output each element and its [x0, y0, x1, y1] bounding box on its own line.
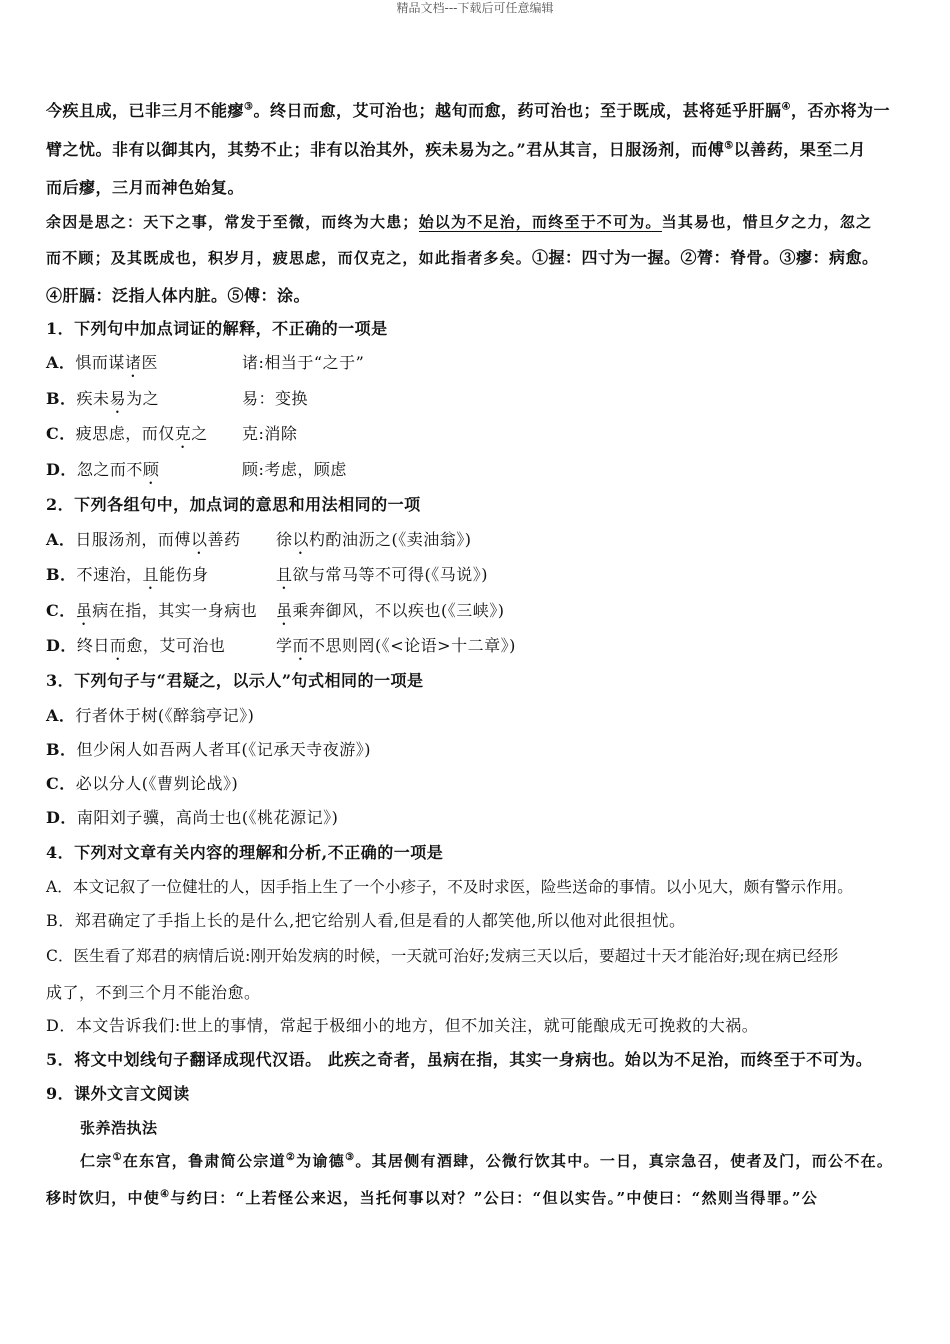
q4-option-a: A．本文记叙了一位健壮的人，因手指上生了一个小疹子，不及时求医，险些送命的事情。以小见大，颇有警示作用。: [46, 878, 853, 896]
footnotes: ①握：四寸为一握。②膂：脊骨。③瘳：病愈。: [532, 248, 879, 267]
q3-option-b: B．但少闲人如吾两人者耳(《记承天寺夜游》): [46, 740, 372, 759]
q1-option-a: A．惧而谋诸医 诸:相当于“之于”: [46, 353, 365, 372]
q3-option-c: C．必以分人(《曹刿论战》): [46, 774, 239, 793]
q9-passage-line-2: 移时饮归，中使④与约曰：“上若怪公来迟，当托何事以对？”公曰：“但以实告。”中使曰：“然则当得罪。”公: [46, 1189, 819, 1207]
q2-option-d: D．终日而愈，艾可治也 学而不思则罔(《<论语>十二章》): [46, 636, 516, 655]
q3-stem: 3．下列句子与“君疑之，以示人”句式相同的一项是: [46, 671, 424, 690]
q1-option-b: B．疾未易为之 易：变换: [46, 389, 309, 408]
q9-title: 张养浩执法: [80, 1119, 158, 1137]
q9-passage-line-1: 仁宗①在东宫，鲁肃简公宗道②为谕德③。其居侧有酒肆，公微行饮其中。一日，真宗急召，使者及门，而公不在。: [80, 1152, 894, 1170]
q4-option-d: D．本文告诉我们:世上的事情，常起于极细小的地方，但不加关注，就可能酿成无可挽救的大祸。: [46, 1016, 759, 1035]
q9-stem: 9．课外文言文阅读: [46, 1084, 190, 1103]
q4-option-c-line1: C．医生看了郑君的病情后说:刚开始发病的时候，一天就可治好;发病三天以后，要超过十天才能治好;现在病已经形: [46, 947, 839, 965]
q4-option-b: B．郑君确定了手指上长的是什么,把它给别人看,但是看的人都笑他,所以他对此很担忧。: [46, 911, 686, 930]
passage-line-2: 臂之忧。非有以御其内，其势不止；非有以治其外，疾未易为之。”君从其言，日服汤剂，而傅⑤以善药，果至二月: [46, 140, 866, 159]
q2-option-a: A．日服汤剂，而傅以善药 徐以杓酌油沥之(《卖油翁》): [46, 530, 472, 549]
passage-line-5: 而不顾；及其既成也，积岁月，疲思虑，而仅克之，如此指者多矣。①握：四寸为一握。②膂：脊骨。③瘳：病愈。: [46, 248, 879, 267]
underlined-sentence: 始以为不足治，而终至于不可为。: [418, 213, 662, 231]
footnotes-line-2: ④肝膈：泛指人体内脏。⑤傅：涂。: [46, 286, 311, 305]
q2-option-c: C．虽病在指，其实一身病也 虽乘奔御风，不以疾也(《三峡》): [46, 601, 505, 620]
page-header: 精品文档---下载后可任意编辑: [396, 1, 554, 15]
passage-line-3: 而后瘳，三月而神色始复。: [46, 178, 245, 197]
passage-line-4: 余因是思之：天下之事，常发于至微，而终为大患；始以为不足治，而终至于不可为。当其易也，惜旦夕之力，忽之: [46, 213, 873, 231]
q1-stem: 1．下列句中加点词证的解释，不正确的一项是: [46, 319, 388, 338]
q3-option-d: D．南阳刘子骥，高尚士也(《桃花源记》): [46, 808, 339, 827]
passage-line-1: 今疾且成，已非三月不能瘳③。终日而愈，艾可治也；越旬而愈，药可治也；至于既成，甚将延乎肝膈④，否亦将为一: [46, 101, 890, 120]
q2-option-b: B．不速治，且能伤身 且欲与常马等不可得(《马说》): [46, 565, 489, 584]
q1-option-d: D．忽之而不顾 顾:考虑，顾虑: [46, 460, 347, 479]
q3-option-a: A．行者休于树(《醉翁亭记》): [46, 706, 255, 725]
q5-stem: 5．将文中划线句子翻译成现代汉语。 此疾之奇者，虽病在指，其实一身病也。始以为不足治，而终至于不可为。: [46, 1050, 873, 1069]
q4-option-c-line2: 成了，不到三个月不能治愈。: [46, 983, 261, 1002]
q4-stem: 4．下列对文章有关内容的理解和分析,不正确的一项是: [46, 843, 444, 862]
q2-stem: 2．下列各组句中，加点词的意思和用法相同的一项: [46, 495, 421, 514]
q1-option-c: C．疲思虑，而仅克之 克:消除: [46, 424, 298, 443]
